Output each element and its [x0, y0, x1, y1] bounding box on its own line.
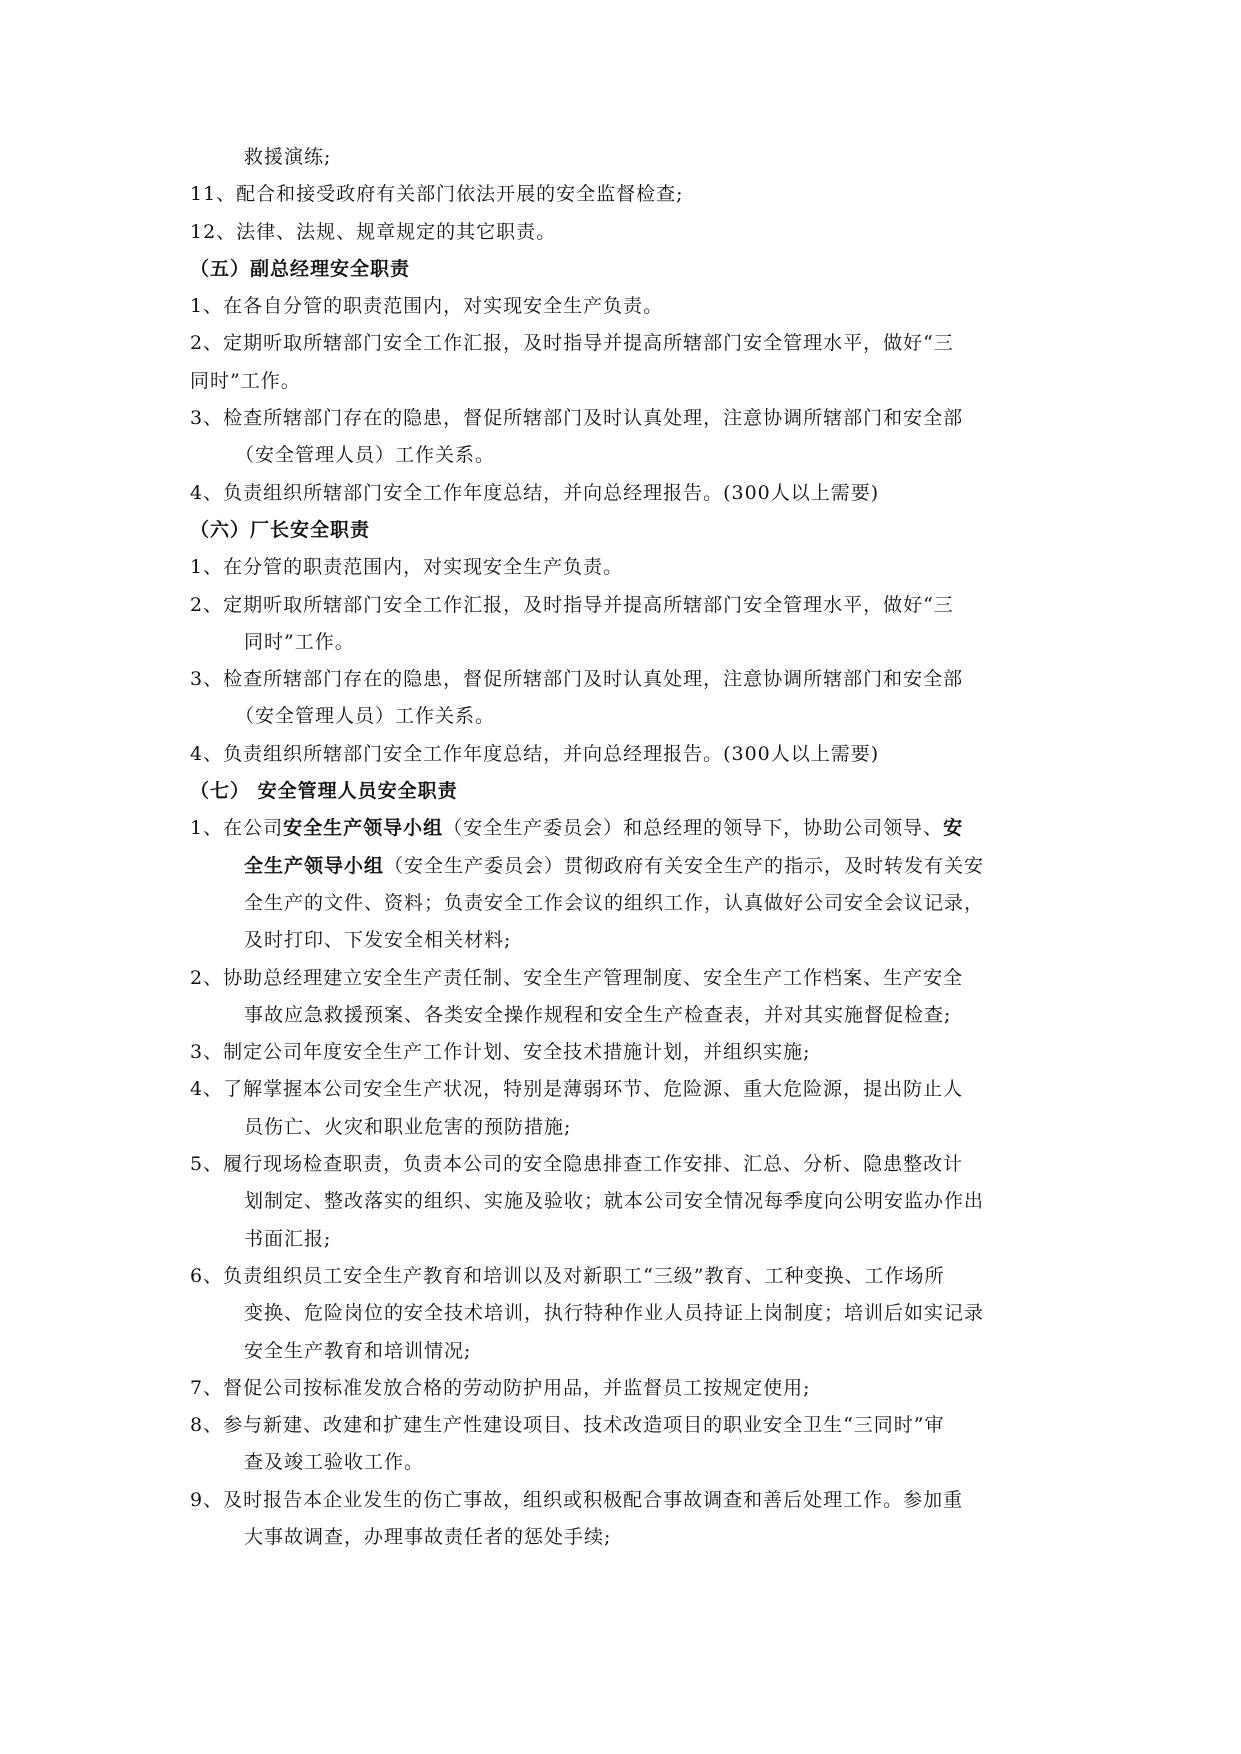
text-line: （安全管理人员）工作关系。	[235, 705, 496, 728]
text-line: 及时打印、下发安全相关材料;	[244, 929, 512, 952]
section-heading: （七） 安全管理人员安全职责	[190, 780, 458, 803]
text-line	[190, 848, 1050, 885]
text-line: 2、定期听取所辖部门安全工作汇报，及时指导并提高所辖部门安全管理水平，做好“三	[190, 332, 954, 355]
text-line: 6、负责组织员工安全生产教育和培训以及对新职工“三级”教育、工种变换、工作场所	[190, 1264, 945, 1287]
text-segment: （安全生产委员会）和总经理的领导下，协助公司领导、	[443, 817, 944, 840]
text-line: 11、配合和接受政府有关部门依法开展的安全监督检查;	[190, 183, 684, 206]
text-line: 5、履行现场检查职责，负责本公司的安全隐患排查工作安排、汇总、分析、隐患整改计	[190, 1153, 964, 1176]
text-line: 4、了解掌握本公司安全生产状况，特别是薄弱环节、危险源、重大危险源，提出防止人	[190, 1078, 964, 1101]
text-line: 2、协助总经理建立安全生产责任制、安全生产管理制度、安全生产工作档案、生产安全	[190, 966, 964, 989]
text-segment: （安全生产委员会）贯彻政府有关安全生产的指示，及时转发有关安	[384, 854, 985, 877]
text-line: 1、在分管的职责范围内，对实现安全生产负责。	[190, 556, 624, 579]
text-line: 7、督促公司按标准发放合格的劳动防护用品，并监督员工按规定使用;	[190, 1376, 811, 1399]
text-line: 1、在各自分管的职责范围内，对实现安全生产负责。	[190, 295, 664, 318]
text-line: 8、参与新建、改建和扩建生产性建设项目、技术改造项目的职业安全卫生“三同时”审	[190, 1414, 945, 1437]
text-line: 同时”工作。	[190, 369, 301, 392]
section-heading: （五）副总经理安全职责	[190, 257, 411, 280]
text-line	[190, 810, 1050, 847]
text-line: 救援演练;	[244, 146, 332, 168]
bold-term: 全生产领导小组	[244, 854, 385, 877]
text-line: 全生产的文件、资料；负责安全工作会议的组织工作，认真做好公司安全会议记录，	[244, 891, 985, 914]
text-line: 划制定、整改落实的组织、实施及验收；就本公司安全情况每季度向公明安监办作出	[244, 1190, 985, 1213]
text-line: 同时”工作。	[244, 630, 355, 653]
text-line: 2、定期听取所辖部门安全工作汇报，及时指导并提高所辖部门安全管理水平，做好“三	[190, 593, 954, 616]
text-line: 9、及时报告本企业发生的伤亡事故，组织或积极配合事故调查和善后处理工作。参加重	[190, 1488, 964, 1511]
section-heading: （六）厂长安全职责	[190, 518, 371, 541]
text-line: 员伤亡、火灾和职业危害的预防措施;	[244, 1115, 572, 1138]
text-line: 3、制定公司年度安全生产工作计划、安全技术措施计划，并组织实施;	[190, 1041, 811, 1064]
text-line: 大事故调查，办理事故责任者的惩处手续;	[244, 1525, 612, 1548]
text-segment: 1、在公司	[190, 817, 284, 840]
text-line: 12、法律、法规、规章规定的其它职责。	[190, 220, 557, 243]
document-body	[190, 139, 1050, 1556]
text-line: 3、检查所辖部门存在的隐患，督促所辖部门及时认真处理，注意协调所辖部门和安全部	[190, 407, 964, 430]
text-line: 3、检查所辖部门存在的隐患，督促所辖部门及时认真处理，注意协调所辖部门和安全部	[190, 668, 964, 691]
text-line: 事故应急救援预案、各类安全操作规程和安全生产检查表，并对其实施督促检查;	[244, 1003, 952, 1026]
text-line: 安全生产教育和培训情况;	[244, 1339, 472, 1362]
bold-term: 安全生产领导小组	[283, 817, 444, 840]
text-line: 4、负责组织所辖部门安全工作年度总结，并向总经理报告。(300人以上需要)	[190, 742, 880, 765]
text-line: 4、负责组织所辖部门安全工作年度总结，并向总经理报告。(300人以上需要)	[190, 481, 880, 504]
text-line: 查及竣工验收工作。	[244, 1451, 425, 1474]
text-line: （安全管理人员）工作关系。	[235, 444, 496, 467]
text-line: 变换、危险岗位的安全技术培训，执行特种作业人员持证上岗制度；培训后如实记录	[244, 1302, 985, 1325]
text-line: 书面汇报;	[244, 1227, 332, 1250]
bold-term: 安	[943, 817, 964, 840]
